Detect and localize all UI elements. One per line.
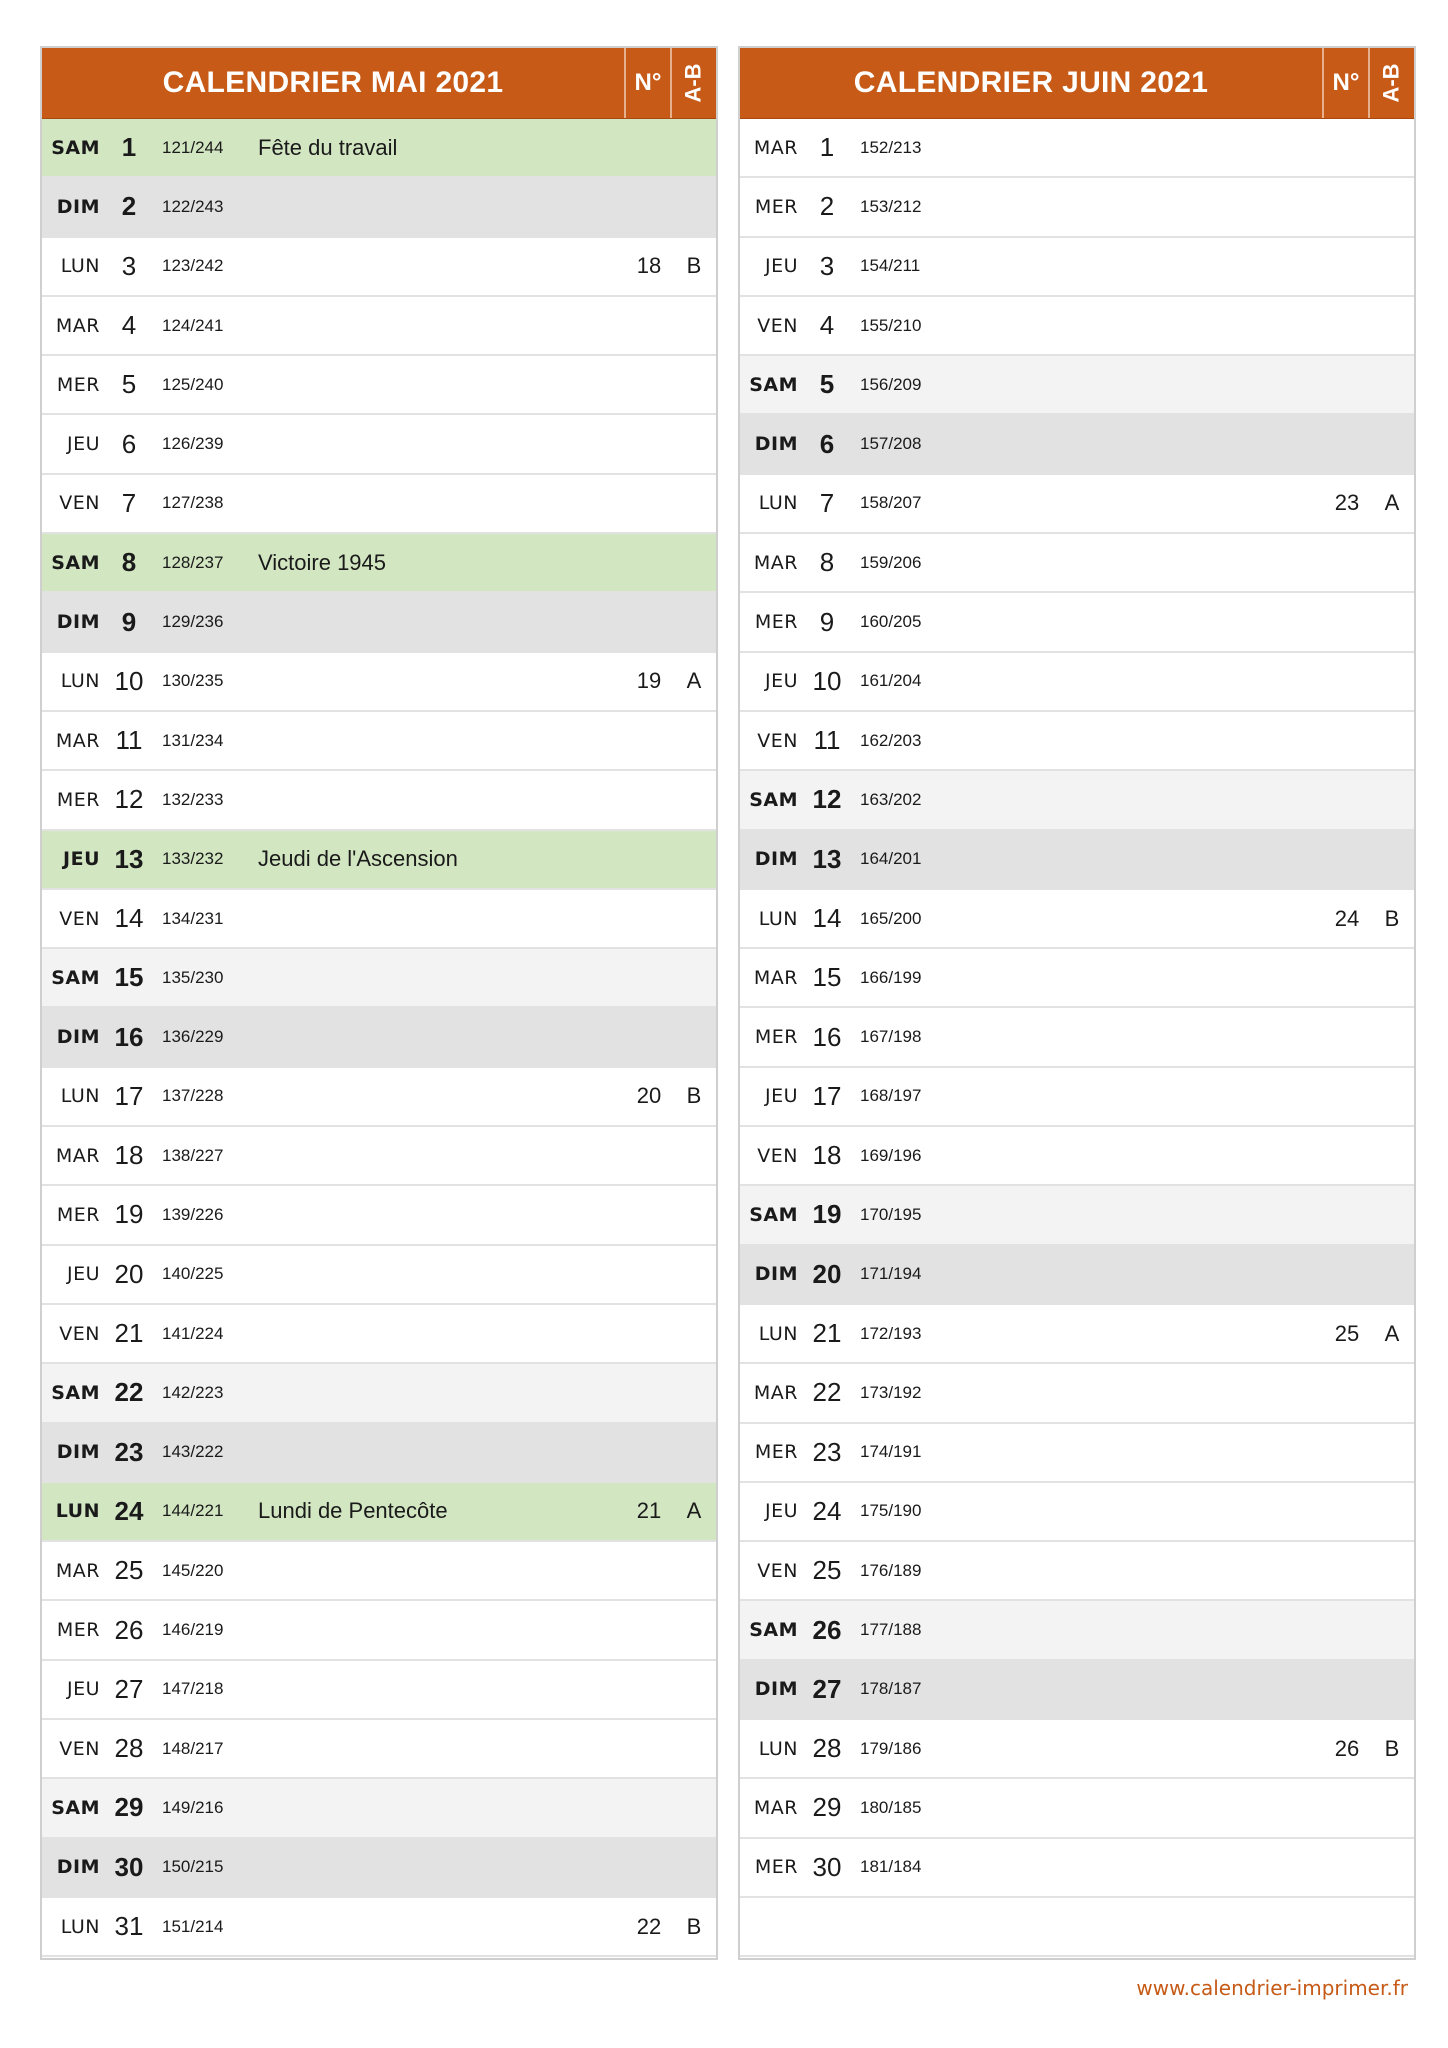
day-of-year: 154/211 — [860, 256, 921, 276]
day-of-week: SAM — [749, 1619, 798, 1642]
day-of-year: 135/230 — [162, 967, 224, 987]
week-number-header: N° — [1322, 48, 1368, 118]
day-row — [42, 1542, 716, 1601]
day-of-week: JEU — [764, 670, 798, 693]
day-of-year: 175/190 — [860, 1501, 922, 1521]
day-row — [740, 1661, 1414, 1720]
day-of-week: MER — [56, 1619, 100, 1642]
day-number: 4 — [121, 310, 137, 341]
day-of-week: MER — [754, 1441, 798, 1464]
day-of-year: 140/225 — [162, 1264, 224, 1284]
day-of-year: 139/226 — [162, 1204, 224, 1224]
day-number: 12 — [812, 784, 842, 815]
day-number: 29 — [114, 1792, 144, 1823]
day-number: 17 — [114, 1080, 144, 1111]
day-number: 13 — [812, 843, 842, 874]
day-number: 2 — [121, 191, 137, 222]
day-row — [740, 1305, 1414, 1364]
day-of-year: 167/198 — [860, 1027, 922, 1047]
week-number: 20 — [636, 1083, 662, 1109]
day-number: 27 — [812, 1673, 842, 1704]
day-number: 30 — [114, 1851, 144, 1882]
day-number: 3 — [819, 250, 835, 281]
day-row — [42, 297, 716, 356]
day-of-year: 148/217 — [162, 1738, 224, 1758]
day-of-week: DIM — [56, 1026, 100, 1049]
day-of-week: JEU — [764, 1500, 798, 1523]
day-number: 9 — [819, 606, 835, 637]
day-row — [42, 1364, 716, 1423]
day-number: 1 — [121, 132, 137, 163]
day-of-week: VEN — [59, 907, 100, 930]
day-of-year: 172/193 — [860, 1323, 922, 1343]
day-number: 20 — [114, 1258, 144, 1289]
week-number: 23 — [1334, 490, 1360, 516]
ab-week: A — [686, 1498, 702, 1524]
day-of-week: SAM — [51, 1381, 100, 1404]
day-of-week: DIM — [56, 611, 100, 634]
day-list — [42, 119, 716, 1957]
day-row — [42, 1779, 716, 1838]
day-of-week: LUN — [60, 1915, 100, 1938]
day-of-year: 168/197 — [860, 1086, 922, 1106]
day-of-week: JEU — [764, 1085, 798, 1108]
day-row — [740, 297, 1414, 356]
day-of-year: 142/223 — [162, 1382, 224, 1402]
day-of-week: DIM — [56, 1441, 100, 1464]
day-number: 5 — [819, 369, 835, 400]
ab-week: B — [686, 253, 702, 279]
month-june — [738, 46, 1416, 1960]
day-of-week: JEU — [66, 433, 100, 456]
day-of-year: 177/188 — [860, 1620, 922, 1640]
day-of-week: MAR — [753, 966, 798, 989]
day-row — [740, 1601, 1414, 1660]
day-of-week: SAM — [51, 551, 100, 574]
day-of-year: 181/184 — [860, 1857, 922, 1877]
day-of-year: 166/199 — [860, 967, 922, 987]
day-row — [42, 1246, 716, 1305]
day-number: 10 — [812, 665, 842, 696]
day-row — [42, 534, 716, 593]
day-number: 5 — [121, 369, 137, 400]
week-number: 21 — [636, 1498, 662, 1524]
ab-week: B — [686, 1083, 702, 1109]
day-row — [42, 356, 716, 415]
day-number: 9 — [121, 606, 137, 637]
day-number: 6 — [819, 428, 835, 459]
day-number: 12 — [114, 784, 144, 815]
footer-url[interactable]: www.calendrier-imprimer.fr — [1136, 1976, 1408, 2000]
ab-week: A — [1384, 490, 1400, 516]
day-of-week: LUN — [60, 670, 100, 693]
day-number: 11 — [115, 725, 143, 756]
day-number: 23 — [812, 1436, 842, 1467]
day-row — [42, 1186, 716, 1245]
day-of-week: LUN — [758, 1737, 798, 1760]
day-of-week: JEU — [764, 255, 798, 278]
day-of-week: SAM — [749, 1203, 798, 1226]
day-of-year: 136/229 — [162, 1027, 224, 1047]
day-row-empty — [740, 1898, 1414, 1957]
day-of-year: 152/213 — [860, 137, 922, 157]
day-number: 26 — [812, 1614, 842, 1645]
day-of-year: 161/204 — [860, 671, 922, 691]
day-number: 23 — [114, 1436, 144, 1467]
day-of-week: JEU — [66, 1678, 100, 1701]
day-number: 20 — [812, 1258, 842, 1289]
day-of-year: 149/216 — [162, 1797, 224, 1817]
month-header — [740, 48, 1414, 119]
day-of-week: LUN — [758, 492, 798, 515]
month-title: CALENDRIER MAI 2021 — [162, 66, 504, 99]
day-number: 16 — [114, 1021, 144, 1052]
day-of-year: 158/207 — [860, 493, 922, 513]
day-of-year: 155/210 — [860, 315, 922, 335]
day-of-week: LUN — [758, 907, 798, 930]
day-of-week: MAR — [55, 1144, 100, 1167]
day-number: 28 — [812, 1733, 842, 1764]
day-of-week: MAR — [55, 729, 100, 752]
day-of-year: 171/194 — [860, 1264, 922, 1284]
day-row — [42, 1661, 716, 1720]
ab-header — [670, 48, 716, 118]
month-may — [40, 46, 718, 1960]
day-row — [740, 653, 1414, 712]
day-of-week: MER — [754, 1026, 798, 1049]
day-row — [740, 534, 1414, 593]
day-of-year: 132/233 — [162, 789, 224, 809]
day-row — [740, 593, 1414, 652]
day-number: 24 — [114, 1495, 144, 1526]
day-of-year: 163/202 — [860, 789, 922, 809]
week-number: 19 — [636, 668, 662, 694]
day-number: 1 — [819, 132, 835, 163]
day-row — [42, 1127, 716, 1186]
day-number: 6 — [121, 428, 137, 459]
day-row — [42, 831, 716, 890]
holiday-name: Lundi de Pentecôte — [258, 1498, 448, 1524]
day-number: 10 — [114, 665, 144, 696]
day-row — [42, 178, 716, 237]
ab-header — [1368, 48, 1414, 118]
day-of-week: MAR — [753, 1381, 798, 1404]
day-of-year: 127/238 — [162, 493, 224, 513]
day-row — [42, 475, 716, 534]
day-number: 8 — [121, 547, 137, 578]
week-number: 18 — [636, 253, 662, 279]
day-of-year: 146/219 — [162, 1620, 224, 1640]
day-of-year: 160/205 — [860, 612, 922, 632]
day-number: 15 — [114, 962, 144, 993]
day-of-year: 126/239 — [162, 434, 224, 454]
day-of-week: VEN — [59, 1322, 100, 1345]
day-of-year: 156/209 — [860, 374, 922, 394]
day-of-week: LUN — [60, 1085, 100, 1108]
week-number-header: N° — [624, 48, 670, 118]
day-of-year: 121/244 — [162, 137, 224, 157]
day-of-year: 180/185 — [860, 1797, 922, 1817]
day-row — [740, 119, 1414, 178]
day-of-week: SAM — [51, 136, 100, 159]
day-row — [740, 949, 1414, 1008]
day-row — [740, 1068, 1414, 1127]
day-of-week: VEN — [757, 314, 798, 337]
ab-week: B — [686, 1913, 702, 1939]
day-of-year: 159/206 — [860, 552, 922, 572]
month-title: CALENDRIER JUIN 2021 — [853, 66, 1209, 99]
day-row — [740, 356, 1414, 415]
day-of-year: 151/214 — [162, 1916, 224, 1936]
day-of-week: MER — [754, 1856, 798, 1879]
day-of-week: LUN — [60, 255, 100, 278]
day-row — [740, 1127, 1414, 1186]
day-number: 25 — [114, 1555, 144, 1586]
day-of-year: 173/192 — [860, 1382, 922, 1402]
day-number: 22 — [114, 1377, 144, 1408]
day-row — [42, 415, 716, 474]
day-number: 26 — [114, 1614, 144, 1645]
day-of-year: 134/231 — [162, 908, 224, 928]
day-of-week: MAR — [753, 1796, 798, 1819]
day-row — [42, 1068, 716, 1127]
day-of-year: 165/200 — [860, 908, 922, 928]
day-row — [740, 831, 1414, 890]
day-number: 13 — [114, 843, 144, 874]
day-of-week: MER — [56, 1203, 100, 1226]
day-row — [42, 890, 716, 949]
day-number: 14 — [114, 903, 144, 933]
day-of-year: 162/203 — [860, 730, 922, 750]
day-of-year: 157/208 — [860, 434, 922, 454]
day-number: 16 — [812, 1021, 842, 1052]
day-row — [740, 238, 1414, 297]
day-of-week: VEN — [757, 729, 798, 752]
day-row — [42, 712, 716, 771]
ab-week: A — [1384, 1320, 1400, 1346]
day-of-year: 122/243 — [162, 196, 224, 216]
day-number: 2 — [819, 191, 835, 222]
day-number: 7 — [819, 487, 835, 518]
day-number: 21 — [114, 1318, 144, 1349]
day-of-week: MAR — [55, 1559, 100, 1582]
day-of-year: 141/224 — [162, 1323, 224, 1343]
day-of-week: MAR — [753, 136, 798, 159]
day-of-year: 145/220 — [162, 1560, 224, 1580]
day-number: 27 — [114, 1673, 144, 1704]
day-of-year: 144/221 — [162, 1501, 224, 1521]
day-row — [42, 238, 716, 297]
day-row — [740, 178, 1414, 237]
day-row — [740, 890, 1414, 949]
day-number: 28 — [114, 1733, 144, 1764]
day-number: 18 — [114, 1140, 144, 1171]
day-of-week: MER — [56, 788, 100, 811]
week-number: 24 — [1334, 905, 1360, 931]
week-number: 26 — [1334, 1735, 1360, 1761]
day-of-week: LUN — [55, 1500, 100, 1523]
day-of-week: VEN — [757, 1144, 798, 1167]
day-number: 30 — [812, 1851, 842, 1882]
day-of-week: MAR — [55, 314, 100, 337]
day-of-year: 169/196 — [860, 1145, 922, 1165]
day-number: 29 — [812, 1792, 842, 1823]
day-number: 18 — [812, 1140, 842, 1171]
day-number: 21 — [812, 1318, 842, 1349]
day-of-week: MER — [754, 611, 798, 634]
day-of-year: 124/241 — [162, 315, 224, 335]
day-number: 15 — [812, 962, 842, 993]
day-row — [740, 1246, 1414, 1305]
week-number: 25 — [1334, 1320, 1360, 1346]
day-row — [740, 415, 1414, 474]
day-row — [740, 1483, 1414, 1542]
day-row — [42, 1305, 716, 1364]
day-of-year: 176/189 — [860, 1560, 922, 1580]
day-of-year: 128/237 — [162, 552, 224, 572]
day-of-week: SAM — [51, 1796, 100, 1819]
day-number: 4 — [819, 310, 835, 341]
ab-header-label: A-B — [1378, 63, 1404, 103]
day-number: 25 — [812, 1555, 842, 1586]
day-of-week: DIM — [56, 195, 100, 218]
day-row — [42, 1008, 716, 1067]
day-of-year: 153/212 — [860, 196, 922, 216]
day-of-week: SAM — [749, 373, 798, 396]
day-number: 11 — [813, 725, 841, 756]
day-row — [740, 1720, 1414, 1779]
ab-week: B — [1384, 1735, 1400, 1761]
day-of-week: DIM — [754, 848, 798, 871]
day-row — [42, 1483, 716, 1542]
day-of-year: 129/236 — [162, 612, 224, 632]
day-number: 19 — [114, 1199, 144, 1230]
day-of-week: SAM — [51, 966, 100, 989]
day-row — [740, 1839, 1414, 1898]
day-of-week: JEU — [66, 1263, 100, 1286]
day-of-week: DIM — [754, 433, 798, 456]
day-of-year: 130/235 — [162, 671, 224, 691]
day-of-year: 164/201 — [860, 849, 922, 869]
holiday-name: Fête du travail — [258, 134, 398, 160]
day-number: 17 — [812, 1080, 842, 1111]
day-number: 14 — [812, 903, 842, 933]
day-of-year: 170/195 — [860, 1204, 922, 1224]
ab-week: B — [1384, 905, 1400, 931]
day-of-week: DIM — [754, 1678, 798, 1701]
day-of-year: 143/222 — [162, 1442, 224, 1462]
day-row — [740, 771, 1414, 830]
day-of-year: 125/240 — [162, 374, 224, 394]
day-row — [740, 1542, 1414, 1601]
day-of-week: VEN — [59, 1737, 100, 1760]
day-of-year: 147/218 — [162, 1679, 224, 1699]
day-number: 24 — [812, 1495, 842, 1526]
day-of-week: SAM — [749, 788, 798, 811]
day-row — [42, 771, 716, 830]
day-of-year: 179/186 — [860, 1738, 922, 1758]
day-number: 19 — [812, 1199, 842, 1230]
day-of-year: 133/232 — [162, 849, 224, 869]
day-of-year: 150/215 — [162, 1857, 224, 1877]
day-row — [42, 1720, 716, 1779]
day-row — [42, 1898, 716, 1957]
day-of-week: JEU — [63, 848, 100, 871]
day-row — [42, 119, 716, 178]
day-row — [740, 712, 1414, 771]
day-of-year: 123/242 — [162, 256, 224, 276]
day-of-week: VEN — [757, 1559, 798, 1582]
day-row — [740, 1364, 1414, 1423]
day-number: 7 — [121, 487, 137, 518]
day-number: 8 — [819, 547, 835, 578]
week-number: 22 — [636, 1913, 662, 1939]
holiday-name: Victoire 1945 — [258, 549, 387, 575]
day-row — [740, 1008, 1414, 1067]
day-of-week: VEN — [59, 492, 100, 515]
day-row — [42, 593, 716, 652]
day-row — [42, 949, 716, 1008]
day-of-week: MER — [56, 373, 100, 396]
day-row — [740, 1424, 1414, 1483]
day-number: 3 — [121, 250, 137, 281]
holiday-name: Jeudi de l'Ascension — [258, 846, 458, 872]
day-number: 31 — [114, 1911, 144, 1942]
day-row — [740, 1779, 1414, 1838]
day-row — [42, 1839, 716, 1898]
day-of-year: 174/191 — [860, 1442, 922, 1462]
day-row — [42, 1424, 716, 1483]
ab-header-label: A-B — [680, 63, 706, 103]
ab-week: A — [686, 668, 702, 694]
day-of-week: LUN — [758, 1322, 798, 1345]
day-of-week: DIM — [754, 1263, 798, 1286]
day-of-year: 137/228 — [162, 1086, 224, 1106]
day-row — [42, 1601, 716, 1660]
day-of-week: DIM — [56, 1856, 100, 1879]
day-row — [740, 1186, 1414, 1245]
day-row — [740, 475, 1414, 534]
month-header — [42, 48, 716, 119]
day-of-week: MAR — [753, 551, 798, 574]
day-of-week: MER — [754, 195, 798, 218]
day-number: 22 — [812, 1377, 842, 1408]
day-of-year: 178/187 — [860, 1679, 922, 1699]
day-list — [740, 119, 1414, 1957]
day-of-year: 131/234 — [162, 730, 224, 750]
day-row — [42, 653, 716, 712]
day-of-year: 138/227 — [162, 1145, 224, 1165]
